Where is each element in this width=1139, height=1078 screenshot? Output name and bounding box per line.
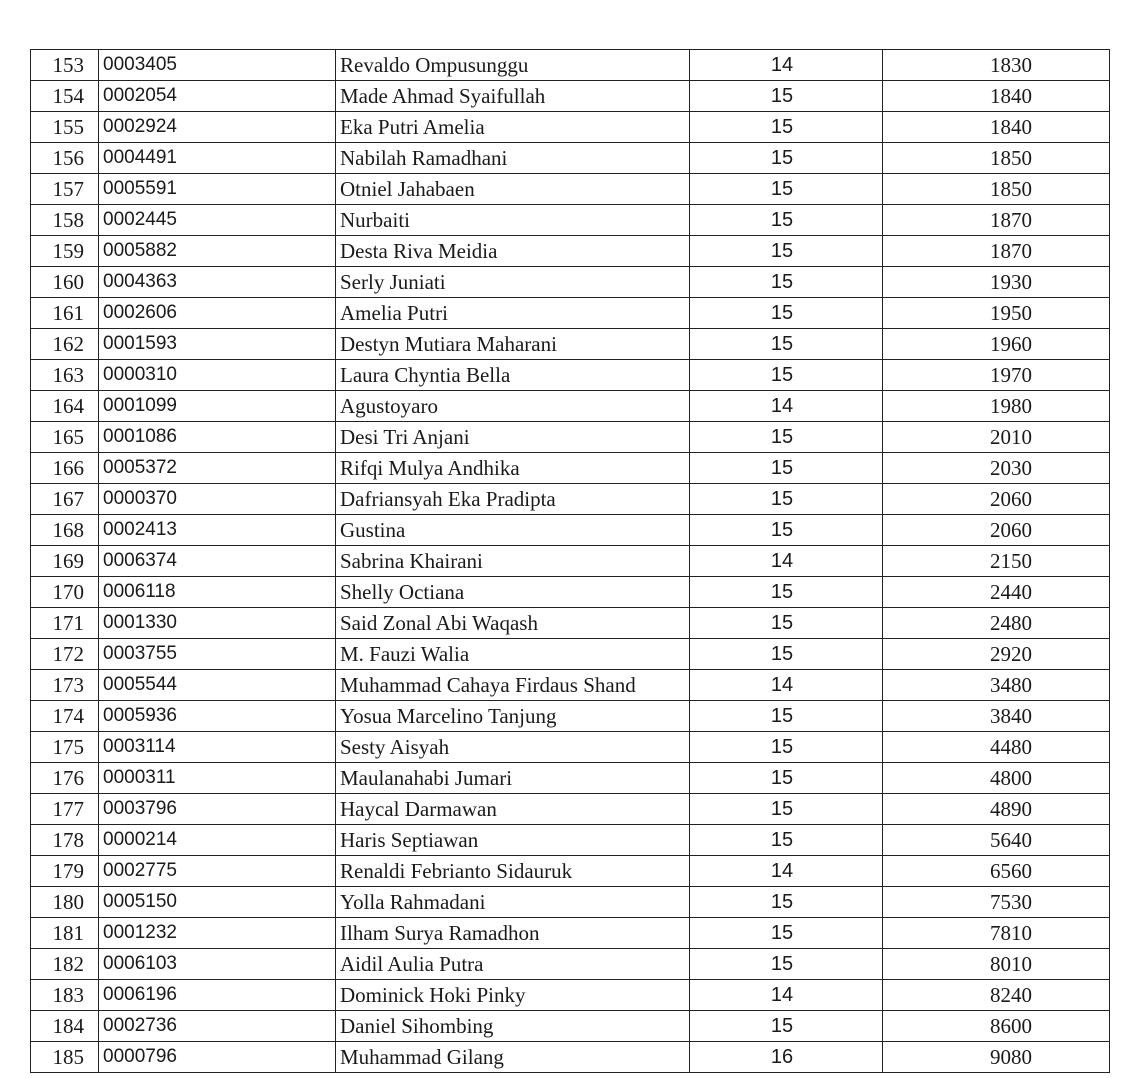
- table-row: [31, 484, 1110, 515]
- row-number-cell: 172: [31, 639, 99, 670]
- participant-id-cell: 0002736: [99, 1011, 336, 1042]
- table-row: [31, 267, 1110, 298]
- score-cell: 15: [690, 360, 883, 391]
- table-row: [31, 422, 1110, 453]
- score-cell: 14: [690, 50, 883, 81]
- participant-id-cell: 0005150: [99, 887, 336, 918]
- score-cell: 15: [690, 825, 883, 856]
- score-cell: 15: [690, 329, 883, 360]
- row-number-cell: 185: [31, 1042, 99, 1073]
- participant-name-cell: Maulanahabi Jumari: [336, 763, 690, 794]
- rank-cell: 9080: [883, 1042, 1110, 1073]
- participant-id-cell: 0002775: [99, 856, 336, 887]
- score-cell: 15: [690, 267, 883, 298]
- participant-id-cell: 0003114: [99, 732, 336, 763]
- table-row: [31, 174, 1110, 205]
- participant-id-cell: 0006374: [99, 546, 336, 577]
- row-number-cell: 169: [31, 546, 99, 577]
- score-cell: 15: [690, 608, 883, 639]
- table-row: [31, 794, 1110, 825]
- table-row: [31, 980, 1110, 1011]
- participant-name-cell: Rifqi Mulya Andhika: [336, 453, 690, 484]
- score-cell: 15: [690, 484, 883, 515]
- table-row: [31, 918, 1110, 949]
- row-number-cell: 179: [31, 856, 99, 887]
- table-row: [31, 391, 1110, 422]
- row-number-cell: 157: [31, 174, 99, 205]
- table-row: [31, 949, 1110, 980]
- row-number-cell: 166: [31, 453, 99, 484]
- results-table: [30, 49, 1110, 1073]
- rank-cell: 8240: [883, 980, 1110, 1011]
- row-number-cell: 160: [31, 267, 99, 298]
- participant-id-cell: 0002924: [99, 112, 336, 143]
- participant-name-cell: Sesty Aisyah: [336, 732, 690, 763]
- table-row: [31, 1011, 1110, 1042]
- score-cell: 14: [690, 391, 883, 422]
- score-cell: 15: [690, 577, 883, 608]
- participant-name-cell: Eka Putri Amelia: [336, 112, 690, 143]
- participant-name-cell: Daniel Sihombing: [336, 1011, 690, 1042]
- participant-id-cell: 0002445: [99, 205, 336, 236]
- rank-cell: 1840: [883, 112, 1110, 143]
- participant-id-cell: 0001232: [99, 918, 336, 949]
- rank-cell: 7530: [883, 887, 1110, 918]
- row-number-cell: 153: [31, 50, 99, 81]
- table-row: [31, 546, 1110, 577]
- score-cell: 15: [690, 143, 883, 174]
- rank-cell: 2060: [883, 484, 1110, 515]
- participant-id-cell: 0005591: [99, 174, 336, 205]
- participant-name-cell: Haris Septiawan: [336, 825, 690, 856]
- rank-cell: 1870: [883, 205, 1110, 236]
- table-row: [31, 763, 1110, 794]
- row-number-cell: 161: [31, 298, 99, 329]
- participant-id-cell: 0001593: [99, 329, 336, 360]
- table-row: [31, 298, 1110, 329]
- rank-cell: 6560: [883, 856, 1110, 887]
- row-number-cell: 184: [31, 1011, 99, 1042]
- score-cell: 15: [690, 422, 883, 453]
- score-cell: 15: [690, 112, 883, 143]
- score-cell: 14: [690, 670, 883, 701]
- rank-cell: 1930: [883, 267, 1110, 298]
- score-cell: 15: [690, 1011, 883, 1042]
- row-number-cell: 164: [31, 391, 99, 422]
- participant-name-cell: Muhammad Gilang: [336, 1042, 690, 1073]
- row-number-cell: 168: [31, 515, 99, 546]
- row-number-cell: 175: [31, 732, 99, 763]
- score-cell: 14: [690, 980, 883, 1011]
- table-row: [31, 360, 1110, 391]
- rank-cell: 1830: [883, 50, 1110, 81]
- rank-cell: 5640: [883, 825, 1110, 856]
- rank-cell: 1970: [883, 360, 1110, 391]
- participant-id-cell: 0003796: [99, 794, 336, 825]
- rank-cell: 3840: [883, 701, 1110, 732]
- table-row: [31, 50, 1110, 81]
- row-number-cell: 177: [31, 794, 99, 825]
- participant-id-cell: 0000311: [99, 763, 336, 794]
- participant-name-cell: Haycal Darmawan: [336, 794, 690, 825]
- score-cell: 15: [690, 918, 883, 949]
- results-table-container: [30, 49, 1109, 1073]
- participant-name-cell: Yosua Marcelino Tanjung: [336, 701, 690, 732]
- row-number-cell: 167: [31, 484, 99, 515]
- row-number-cell: 183: [31, 980, 99, 1011]
- rank-cell: 1950: [883, 298, 1110, 329]
- results-table-body: [31, 50, 1110, 1073]
- participant-id-cell: 0005544: [99, 670, 336, 701]
- row-number-cell: 182: [31, 949, 99, 980]
- participant-id-cell: 0002413: [99, 515, 336, 546]
- rank-cell: 1980: [883, 391, 1110, 422]
- participant-id-cell: 0004491: [99, 143, 336, 174]
- rank-cell: 7810: [883, 918, 1110, 949]
- rank-cell: 2920: [883, 639, 1110, 670]
- row-number-cell: 159: [31, 236, 99, 267]
- score-cell: 15: [690, 949, 883, 980]
- participant-name-cell: Nurbaiti: [336, 205, 690, 236]
- rank-cell: 2480: [883, 608, 1110, 639]
- rank-cell: 1850: [883, 143, 1110, 174]
- participant-name-cell: Desta Riva Meidia: [336, 236, 690, 267]
- table-row: [31, 236, 1110, 267]
- score-cell: 15: [690, 205, 883, 236]
- participant-name-cell: Shelly Octiana: [336, 577, 690, 608]
- table-row: [31, 887, 1110, 918]
- row-number-cell: 156: [31, 143, 99, 174]
- score-cell: 15: [690, 174, 883, 205]
- table-row: [31, 453, 1110, 484]
- score-cell: 15: [690, 701, 883, 732]
- participant-id-cell: 0003405: [99, 50, 336, 81]
- row-number-cell: 173: [31, 670, 99, 701]
- rank-cell: 2060: [883, 515, 1110, 546]
- participant-id-cell: 0002606: [99, 298, 336, 329]
- table-row: [31, 670, 1110, 701]
- rank-cell: 2440: [883, 577, 1110, 608]
- table-row: [31, 577, 1110, 608]
- table-row: [31, 329, 1110, 360]
- participant-name-cell: M. Fauzi Walia: [336, 639, 690, 670]
- table-row: [31, 701, 1110, 732]
- participant-id-cell: 0000310: [99, 360, 336, 391]
- participant-name-cell: Ilham Surya Ramadhon: [336, 918, 690, 949]
- row-number-cell: 180: [31, 887, 99, 918]
- participant-name-cell: Serly Juniati: [336, 267, 690, 298]
- score-cell: 15: [690, 763, 883, 794]
- score-cell: 15: [690, 81, 883, 112]
- participant-id-cell: 0005882: [99, 236, 336, 267]
- table-row: [31, 1042, 1110, 1073]
- participant-name-cell: Aidil Aulia Putra: [336, 949, 690, 980]
- rank-cell: 4890: [883, 794, 1110, 825]
- participant-id-cell: 0000796: [99, 1042, 336, 1073]
- participant-id-cell: 0005372: [99, 453, 336, 484]
- participant-id-cell: 0003755: [99, 639, 336, 670]
- participant-id-cell: 0001099: [99, 391, 336, 422]
- rank-cell: 4480: [883, 732, 1110, 763]
- table-row: [31, 515, 1110, 546]
- table-row: [31, 856, 1110, 887]
- score-cell: 15: [690, 794, 883, 825]
- score-cell: 15: [690, 732, 883, 763]
- row-number-cell: 176: [31, 763, 99, 794]
- participant-name-cell: Amelia Putri: [336, 298, 690, 329]
- score-cell: 16: [690, 1042, 883, 1073]
- participant-name-cell: Nabilah Ramadhani: [336, 143, 690, 174]
- table-row: [31, 81, 1110, 112]
- row-number-cell: 163: [31, 360, 99, 391]
- participant-name-cell: Sabrina Khairani: [336, 546, 690, 577]
- participant-name-cell: Laura Chyntia Bella: [336, 360, 690, 391]
- rank-cell: 8010: [883, 949, 1110, 980]
- participant-id-cell: 0002054: [99, 81, 336, 112]
- table-row: [31, 112, 1110, 143]
- row-number-cell: 174: [31, 701, 99, 732]
- row-number-cell: 170: [31, 577, 99, 608]
- participant-name-cell: Destyn Mutiara Maharani: [336, 329, 690, 360]
- score-cell: 14: [690, 856, 883, 887]
- row-number-cell: 158: [31, 205, 99, 236]
- score-cell: 15: [690, 639, 883, 670]
- score-cell: 15: [690, 236, 883, 267]
- participant-id-cell: 0006103: [99, 949, 336, 980]
- table-row: [31, 608, 1110, 639]
- participant-name-cell: Muhammad Cahaya Firdaus Shand: [336, 670, 690, 701]
- score-cell: 15: [690, 453, 883, 484]
- participant-id-cell: 0006196: [99, 980, 336, 1011]
- rank-cell: 2150: [883, 546, 1110, 577]
- participant-id-cell: 0001330: [99, 608, 336, 639]
- table-row: [31, 639, 1110, 670]
- participant-id-cell: 0005936: [99, 701, 336, 732]
- participant-name-cell: Yolla Rahmadani: [336, 887, 690, 918]
- participant-name-cell: Made Ahmad Syaifullah: [336, 81, 690, 112]
- participant-name-cell: Dafriansyah Eka Pradipta: [336, 484, 690, 515]
- score-cell: 15: [690, 887, 883, 918]
- rank-cell: 2030: [883, 453, 1110, 484]
- participant-name-cell: Agustoyaro: [336, 391, 690, 422]
- participant-name-cell: Gustina: [336, 515, 690, 546]
- rank-cell: 1840: [883, 81, 1110, 112]
- row-number-cell: 165: [31, 422, 99, 453]
- rank-cell: 1960: [883, 329, 1110, 360]
- table-row: [31, 825, 1110, 856]
- row-number-cell: 171: [31, 608, 99, 639]
- row-number-cell: 162: [31, 329, 99, 360]
- participant-id-cell: 0001086: [99, 422, 336, 453]
- participant-id-cell: 0000370: [99, 484, 336, 515]
- participant-name-cell: Renaldi Febrianto Sidauruk: [336, 856, 690, 887]
- row-number-cell: 154: [31, 81, 99, 112]
- participant-name-cell: Revaldo Ompusunggu: [336, 50, 690, 81]
- participant-id-cell: 0004363: [99, 267, 336, 298]
- score-cell: 14: [690, 546, 883, 577]
- participant-name-cell: Dominick Hoki Pinky: [336, 980, 690, 1011]
- score-cell: 15: [690, 298, 883, 329]
- table-row: [31, 732, 1110, 763]
- participant-name-cell: Said Zonal Abi Waqash: [336, 608, 690, 639]
- rank-cell: 1850: [883, 174, 1110, 205]
- score-cell: 15: [690, 515, 883, 546]
- rank-cell: 1870: [883, 236, 1110, 267]
- rank-cell: 2010: [883, 422, 1110, 453]
- table-row: [31, 205, 1110, 236]
- row-number-cell: 181: [31, 918, 99, 949]
- participant-name-cell: Otniel Jahabaen: [336, 174, 690, 205]
- rank-cell: 4800: [883, 763, 1110, 794]
- row-number-cell: 178: [31, 825, 99, 856]
- rank-cell: 8600: [883, 1011, 1110, 1042]
- row-number-cell: 155: [31, 112, 99, 143]
- participant-id-cell: 0000214: [99, 825, 336, 856]
- participant-name-cell: Desi Tri Anjani: [336, 422, 690, 453]
- table-row: [31, 143, 1110, 174]
- rank-cell: 3480: [883, 670, 1110, 701]
- participant-id-cell: 0006118: [99, 577, 336, 608]
